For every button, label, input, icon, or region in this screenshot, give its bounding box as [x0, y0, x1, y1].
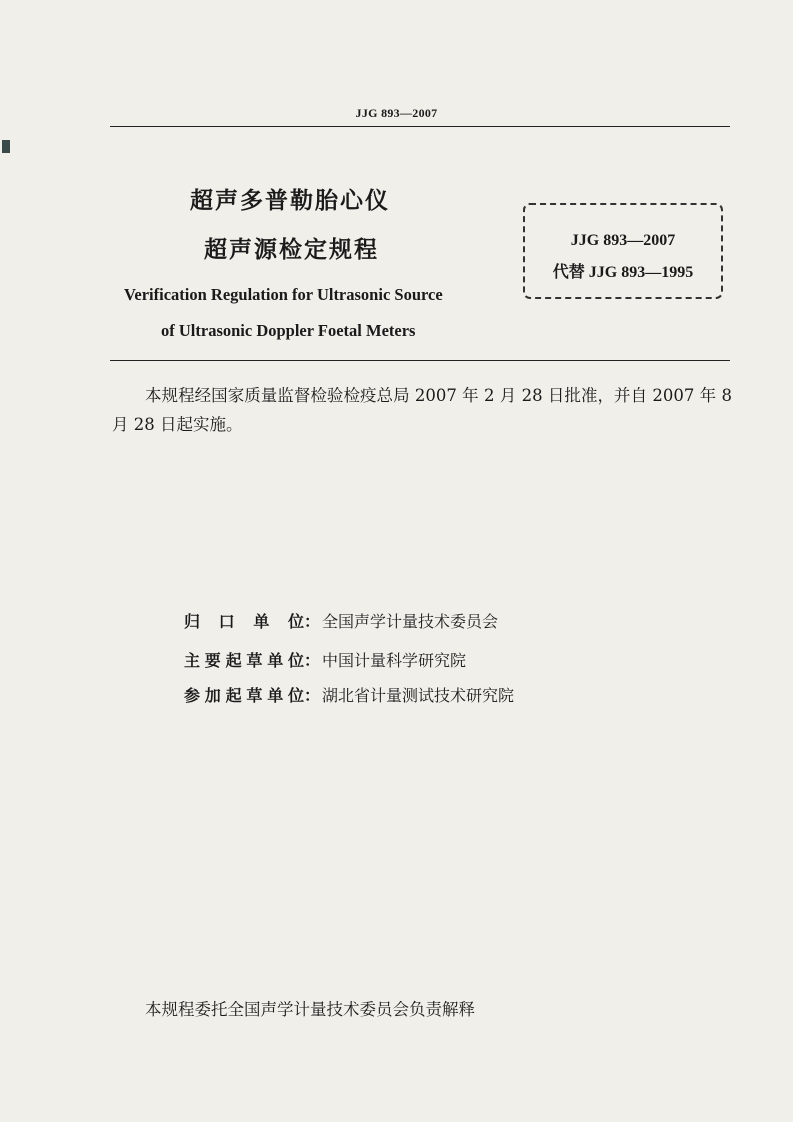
unit-row-responsible — [184, 609, 498, 632]
title-rule — [110, 360, 730, 361]
title-chinese-line-2: 超声源检定规程 — [204, 237, 379, 263]
standard-code-box — [523, 203, 723, 299]
unit-label: 归口单位 — [184, 612, 304, 631]
replaced-standard-code: 代替 JJG 893—1995 — [552, 264, 694, 281]
unit-value: 中国计量科学研究院 — [322, 651, 467, 670]
interpretation-note: 本规程委托全国声学计量技术委员会负责解释 — [145, 1000, 475, 1019]
unit-colon: ： — [304, 651, 321, 670]
page-edge-mark — [2, 140, 10, 153]
header-standard-code: JJG 893—2007 — [355, 106, 438, 120]
title-chinese-line-1: 超声多普勒胎心仪 — [190, 188, 390, 214]
unit-label: 参加起草单位 — [184, 686, 304, 705]
unit-colon: ： — [304, 686, 321, 705]
unit-value: 湖北省计量测试技术研究院 — [322, 686, 515, 705]
unit-label: 主要起草单位 — [184, 651, 304, 670]
standard-code: JJG 893—2007 — [570, 232, 676, 249]
unit-value: 全国声学计量技术委员会 — [322, 612, 499, 631]
unit-row-main-drafter — [184, 648, 466, 671]
header-rule — [110, 126, 730, 127]
approval-statement: 本规程经国家质量监督检验检疫总局 2007 年 2 月 28 日批准，并自 2007 年 8 月 28 日起实施。 — [112, 386, 732, 434]
unit-colon: ： — [304, 612, 321, 631]
title-english-line-2: of Ultrasonic Doppler Foetal Meters — [161, 321, 416, 340]
title-english-line-1: Verification Regulation for Ultrasonic Source — [124, 285, 443, 304]
unit-row-participating-drafter — [184, 683, 514, 706]
